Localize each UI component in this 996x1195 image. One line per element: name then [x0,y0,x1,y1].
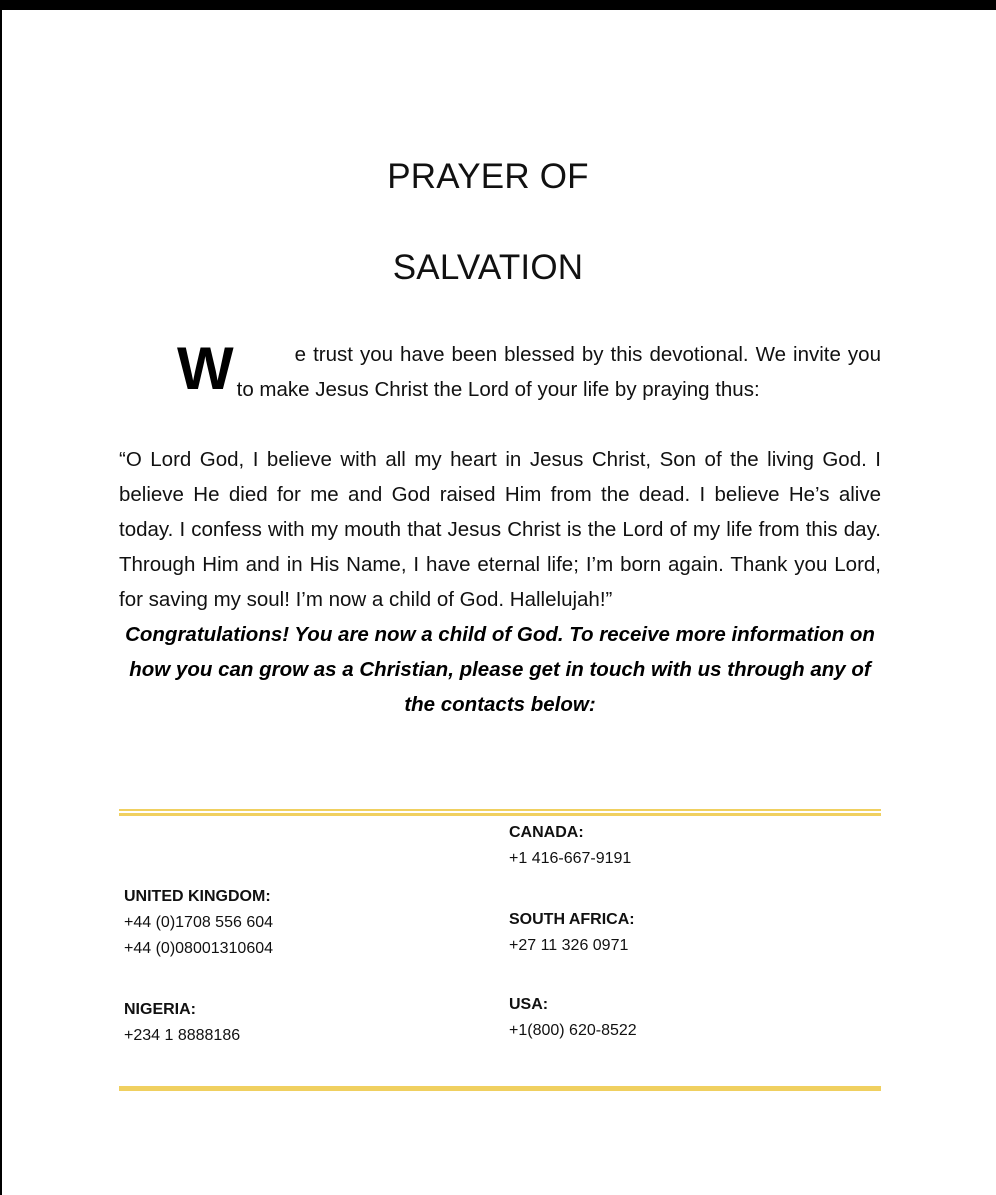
contact-south-africa [509,907,635,959]
contact-phone: +44 (0)1708 556 604 [124,914,274,931]
intro-text: e trust you have been blessed by this devotional. We invite you to make Jesus Christ the Lord of your life by praying thus: [236,343,881,401]
contact-united-kingdom [124,884,273,962]
contact-phone: +1(800) 620-8522 [509,1022,637,1039]
contact-canada [509,820,631,872]
congratulations-paragraph: Congratulations! You are now a child of God. To receive more information on how you can grow as a Christian, please get in touch with us through any of the contacts below: [125,623,875,716]
contacts-top-rule [119,809,881,816]
top-border [0,0,996,10]
contact-country: UNITED KINGDOM: [124,888,271,905]
contact-country: NIGERIA: [124,1001,196,1018]
drop-cap: W [177,335,234,402]
prayer-paragraph: “O Lord God, I believe with all my heart in Jesus Christ, Son of the living God. I believe He died for me and God raised Him from the dead. I believe He’s alive today. I confess with my mouth that Jesus Christ is the Lord of my life from this day. Through Him and in His Name, I have eternal life; I’m born again. Thank you Lord, for saving my soul! I’m now a child of God. Hallelujah!” [119,448,881,611]
contact-nigeria [124,997,240,1049]
intro-paragraph [119,337,881,407]
main-content [119,337,881,722]
contacts-bottom-rule [119,1086,881,1091]
contact-phone: +44 (0)08001310604 [124,940,274,957]
contact-phone: +234 1 8888186 [124,1027,241,1044]
page-title-line-2: SALVATION [392,248,584,287]
contact-phone: +1 416-667-9191 [509,850,632,867]
page-title-line-1: PRAYER OF [387,157,589,196]
contact-usa [509,992,637,1044]
contact-country: CANADA: [509,824,584,841]
contact-phone: +27 11 326 0971 [509,937,629,954]
contact-country: SOUTH AFRICA: [509,911,635,928]
contact-country: USA: [509,996,549,1013]
